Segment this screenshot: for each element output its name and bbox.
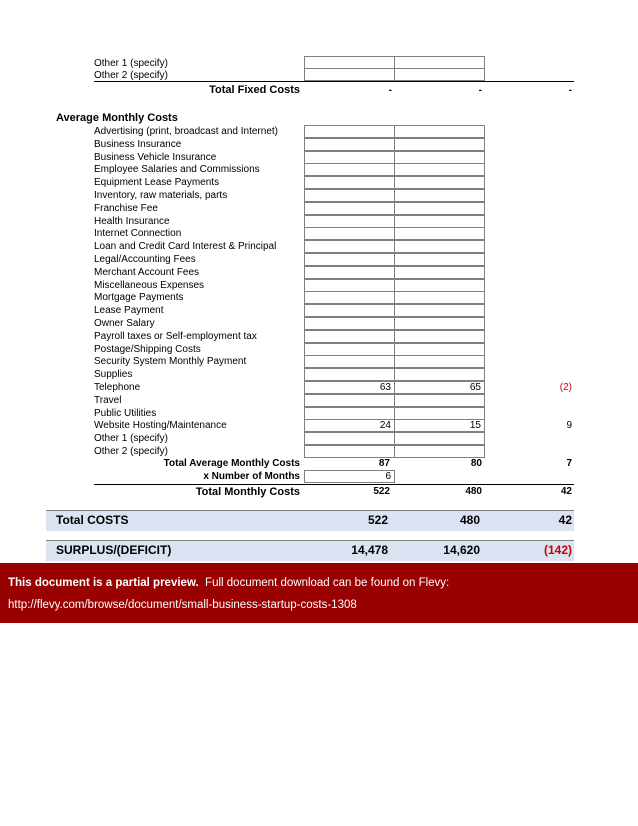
- monthly-item-label: Payroll taxes or Self-employment tax: [94, 331, 257, 342]
- total-costs-label: Total COSTS: [56, 513, 129, 527]
- preview-banner: [0, 563, 638, 623]
- total-average-value: 80: [470, 458, 482, 469]
- monthly-item-cell[interactable]: 65: [394, 381, 485, 394]
- monthly-item-label: Postage/Shipping Costs: [94, 344, 201, 355]
- number-of-months-label: x Number of Months: [203, 471, 300, 482]
- monthly-item-cell[interactable]: 24: [304, 419, 395, 432]
- total-monthly-value: 480: [465, 486, 482, 497]
- monthly-item-cell[interactable]: [394, 125, 485, 138]
- monthly-item-cell[interactable]: [304, 138, 395, 151]
- surplus-label: SURPLUS/(DEFICIT): [56, 543, 172, 557]
- total-costs-value: 480: [459, 513, 480, 527]
- monthly-item-label: Business Vehicle Insurance: [94, 152, 217, 163]
- total-fixed-costs-label: Total Fixed Costs: [209, 84, 300, 96]
- monthly-item-cell[interactable]: [304, 266, 395, 279]
- monthly-item-cell[interactable]: [304, 432, 395, 445]
- fixed-total-rule: [94, 81, 574, 82]
- monthly-item-cell[interactable]: [304, 445, 395, 458]
- monthly-item-cell[interactable]: [394, 291, 485, 304]
- monthly-item-cell[interactable]: [304, 317, 395, 330]
- surplus-value: 14,620: [443, 543, 480, 557]
- monthly-item-cell[interactable]: [304, 330, 395, 343]
- monthly-item-cell[interactable]: [304, 189, 395, 202]
- monthly-item-cell[interactable]: [394, 394, 485, 407]
- monthly-item-label: Miscellaneous Expenses: [94, 280, 205, 291]
- total-average-value: 7: [566, 458, 572, 469]
- fixed-item-label: Other 1 (specify): [94, 58, 168, 69]
- monthly-item-label: Travel: [94, 395, 122, 406]
- monthly-item-label: Franchise Fee: [94, 203, 158, 214]
- preview-notice-bold: This document is a partial preview.: [8, 577, 199, 589]
- monthly-item-cell[interactable]: [394, 432, 485, 445]
- monthly-total-rule: [94, 484, 574, 485]
- total-fixed-value: -: [478, 85, 482, 96]
- fixed-item-cell[interactable]: [304, 68, 395, 81]
- monthly-item-cell[interactable]: [304, 355, 395, 368]
- monthly-item-cell[interactable]: [304, 125, 395, 138]
- total-fixed-value: -: [388, 85, 392, 96]
- monthly-item-cell[interactable]: 15: [394, 419, 485, 432]
- monthly-item-label: Telephone: [94, 382, 141, 393]
- surplus-value-negative: (142): [543, 543, 572, 557]
- monthly-item-label: Business Insurance: [94, 139, 182, 150]
- monthly-item-cell[interactable]: [304, 202, 395, 215]
- total-monthly-costs-label: Total Monthly Costs: [195, 486, 300, 498]
- monthly-item-label: Equipment Lease Payments: [94, 177, 220, 188]
- monthly-item-cell[interactable]: [394, 176, 485, 189]
- total-average-monthly-label: Total Average Monthly Costs: [163, 458, 300, 469]
- monthly-item-label: Loan and Credit Card Interest & Principal: [94, 241, 277, 252]
- monthly-item-label: Inventory, raw materials, parts: [94, 190, 228, 201]
- preview-notice: [8, 577, 449, 589]
- monthly-item-label: Merchant Account Fees: [94, 267, 200, 278]
- monthly-item-cell[interactable]: [394, 163, 485, 176]
- monthly-item-cell[interactable]: [304, 176, 395, 189]
- monthly-item-cell[interactable]: 63: [304, 381, 395, 394]
- monthly-item-cell[interactable]: [304, 227, 395, 240]
- monthly-item-cell[interactable]: [394, 253, 485, 266]
- monthly-item-cell[interactable]: [394, 240, 485, 253]
- total-costs-value: 42: [558, 513, 572, 527]
- monthly-item-label: Health Insurance: [94, 216, 170, 227]
- monthly-item-cell[interactable]: [304, 240, 395, 253]
- total-fixed-value: -: [568, 85, 572, 96]
- monthly-item-label: Other 2 (specify): [94, 446, 168, 457]
- monthly-item-label: Security System Monthly Payment: [94, 356, 247, 367]
- monthly-item-cell[interactable]: [304, 163, 395, 176]
- monthly-item-label: Mortgage Payments: [94, 292, 184, 303]
- monthly-item-cell[interactable]: [394, 266, 485, 279]
- monthly-item-label: Supplies: [94, 369, 133, 380]
- monthly-item-difference: 9: [566, 420, 572, 431]
- total-average-value: 87: [378, 458, 390, 469]
- monthly-item-label: Advertising (print, broadcast and Internet): [94, 126, 278, 137]
- monthly-item-cell[interactable]: [394, 355, 485, 368]
- total-monthly-value: 42: [560, 486, 572, 497]
- monthly-item-cell[interactable]: [394, 227, 485, 240]
- monthly-item-cell[interactable]: [394, 202, 485, 215]
- monthly-costs-heading: Average Monthly Costs: [56, 112, 178, 124]
- monthly-item-cell[interactable]: [304, 394, 395, 407]
- monthly-item-difference: (2): [559, 382, 572, 393]
- fixed-item-cell[interactable]: [394, 68, 485, 81]
- monthly-item-cell[interactable]: [304, 304, 395, 317]
- monthly-item-cell[interactable]: [394, 189, 485, 202]
- monthly-item-label: Internet Connection: [94, 228, 182, 239]
- fixed-item-label: Other 2 (specify): [94, 70, 168, 81]
- monthly-item-label: Other 1 (specify): [94, 433, 168, 444]
- total-monthly-value: 522: [373, 486, 390, 497]
- monthly-item-label: Website Hosting/Maintenance: [94, 420, 227, 431]
- monthly-item-label: Employee Salaries and Commissions: [94, 164, 260, 175]
- monthly-item-label: Legal/Accounting Fees: [94, 254, 196, 265]
- monthly-item-cell[interactable]: [394, 317, 485, 330]
- monthly-item-label: Lease Payment: [94, 305, 164, 316]
- total-costs-value: 522: [367, 513, 388, 527]
- monthly-item-cell[interactable]: [394, 304, 485, 317]
- monthly-item-label: Public Utilities: [94, 408, 157, 419]
- surplus-value: 14,478: [351, 543, 388, 557]
- monthly-item-cell[interactable]: [304, 368, 395, 381]
- preview-notice-text: Full document download can be found on Flevy:: [205, 577, 450, 589]
- monthly-item-cell[interactable]: [394, 138, 485, 151]
- monthly-item-cell[interactable]: [394, 445, 485, 458]
- monthly-item-label: Owner Salary: [94, 318, 155, 329]
- document-link[interactable]: http://flevy.com/browse/document/small-business-startup-costs-1308: [8, 599, 357, 611]
- monthly-item-cell[interactable]: [394, 330, 485, 343]
- number-of-months-input[interactable]: 6: [304, 470, 395, 483]
- monthly-item-cell[interactable]: [394, 368, 485, 381]
- monthly-item-cell[interactable]: [304, 253, 395, 266]
- monthly-item-cell[interactable]: [304, 291, 395, 304]
